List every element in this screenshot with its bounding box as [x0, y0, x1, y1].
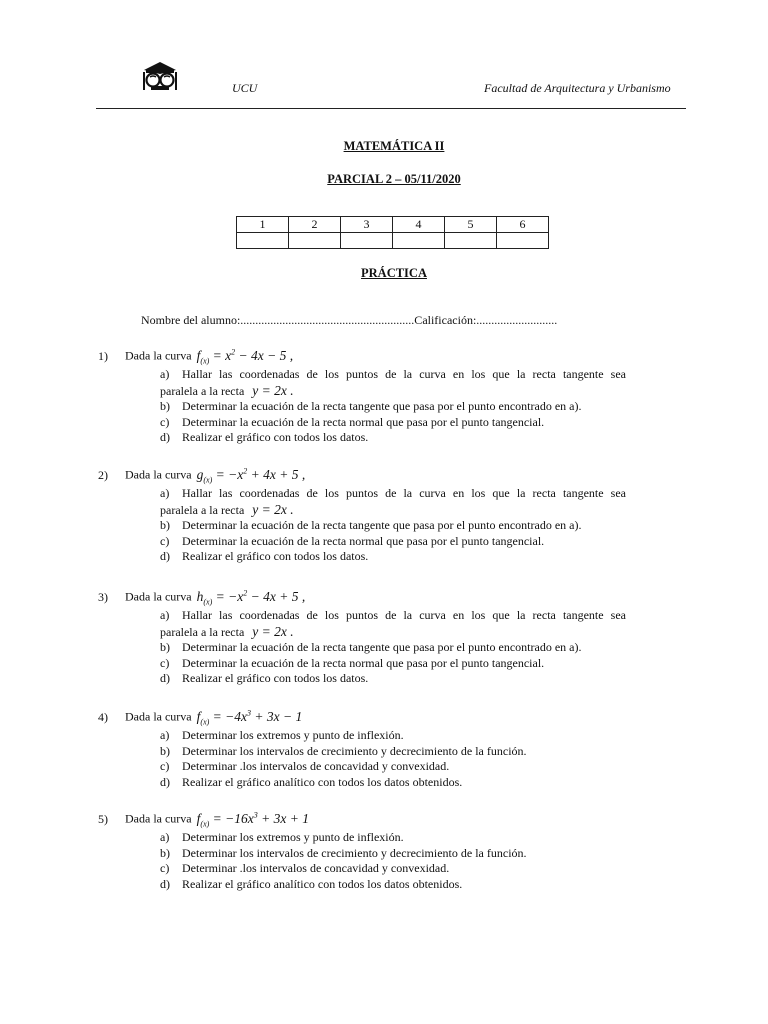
list-item	[160, 861, 626, 877]
item-text: Determinar .los intervalos de concavidad y convexidad.	[182, 759, 450, 773]
item-continuation	[160, 624, 626, 641]
function-name: f	[196, 810, 201, 826]
item-continuation-text: paralela a la recta	[160, 502, 245, 517]
item-label: c)	[160, 759, 170, 773]
function-subscript: (x)	[200, 356, 210, 366]
function-expression	[196, 588, 306, 607]
item-label: d)	[160, 876, 170, 891]
question-intro: Dada la curva	[125, 348, 192, 363]
function-exponent: 3	[247, 708, 252, 717]
item-label: a)	[160, 608, 170, 622]
list-item	[160, 671, 626, 687]
function-name: f	[196, 347, 201, 363]
function-name: h	[196, 588, 204, 604]
item-label: c)	[160, 655, 170, 670]
list-item	[160, 430, 626, 446]
question-1	[98, 347, 293, 365]
course-title: MATEMÁTICA II	[343, 139, 445, 153]
function-subscript: (x)	[200, 717, 210, 727]
function-expression	[196, 347, 294, 366]
header-faculty: Facultad de Arquitectura y Urbanismo	[484, 81, 671, 95]
grade-header-cell: 1	[237, 217, 289, 233]
list-item	[160, 759, 626, 775]
grade-value-cell	[445, 233, 497, 249]
grade-value-cell	[237, 233, 289, 249]
question-items	[160, 486, 626, 565]
function-expression	[196, 810, 309, 829]
item-text: Determinar la ecuación de la recta tangente que pasa por el punto encontrado en a).	[182, 399, 582, 413]
exam-subtitle: PARCIAL 2 – 05/11/2020	[327, 172, 461, 186]
function-rhs: = −16x	[209, 810, 254, 826]
function-expression	[196, 466, 306, 485]
item-text: Hallar las coordenadas de los puntos de la curva en los que la recta tangente sea	[182, 608, 626, 622]
function-subscript: (x)	[200, 819, 210, 829]
question-number: 1)	[98, 348, 108, 363]
line-expression: y = 2x .	[252, 623, 294, 639]
header-divider	[96, 108, 686, 109]
function-name: f	[196, 708, 201, 724]
item-label: a)	[160, 830, 170, 844]
grade-header-cell: 2	[289, 217, 341, 233]
question-items	[160, 608, 626, 687]
function-rhs-rest: − 4x − 5 ,	[235, 347, 294, 363]
question-items	[160, 728, 626, 790]
university-logo-icon	[140, 60, 180, 94]
item-text: Realizar el gráfico con todos los datos.	[182, 549, 369, 563]
question-intro: Dada la curva	[125, 467, 192, 482]
question-number: 3)	[98, 589, 108, 604]
function-expression	[196, 708, 303, 727]
item-label: d)	[160, 774, 170, 789]
line-expression: y = 2x .	[252, 382, 294, 398]
item-label: a)	[160, 367, 170, 381]
question-number: 4)	[98, 709, 108, 724]
item-continuation-text: paralela a la recta	[160, 383, 245, 398]
function-rhs-rest: + 3x + 1	[257, 810, 309, 826]
list-item	[160, 744, 626, 760]
item-label: c)	[160, 533, 170, 548]
item-text: Realizar el gráfico con todos los datos.	[182, 430, 369, 444]
item-text: Realizar el gráfico analítico con todos los datos obtenidos.	[182, 876, 463, 891]
function-subscript: (x)	[203, 597, 213, 607]
item-text: Determinar la ecuación de la recta normal que pasa por el punto tangencial.	[182, 533, 545, 548]
item-label: a)	[160, 728, 170, 742]
question-4	[98, 708, 302, 726]
question-5	[98, 810, 309, 828]
list-item	[160, 399, 626, 415]
function-exponent: 2	[243, 466, 248, 475]
item-text: Determinar los extremos y punto de inflexión.	[182, 830, 404, 844]
item-label: b)	[160, 640, 170, 654]
line-expression: y = 2x .	[252, 501, 294, 517]
list-item	[160, 518, 626, 534]
list-item	[160, 830, 626, 846]
function-name: g	[196, 466, 204, 482]
list-item	[160, 775, 626, 791]
item-label: a)	[160, 486, 170, 500]
question-number: 2)	[98, 467, 108, 482]
question-3	[98, 588, 305, 606]
question-intro: Dada la curva	[125, 589, 192, 604]
header-institution: UCU	[232, 81, 258, 95]
item-label: d)	[160, 671, 170, 685]
item-text: Hallar las coordenadas de los puntos de la curva en los que la recta tangente sea	[182, 486, 626, 500]
function-exponent: 2	[243, 588, 248, 597]
item-text: Determinar la ecuación de la recta normal que pasa por el punto tangencial.	[182, 414, 545, 429]
grade-value-cell	[497, 233, 549, 249]
item-text: Determinar .los intervalos de concavidad y convexidad.	[182, 861, 450, 875]
question-items	[160, 367, 626, 446]
grade-table-value-row	[237, 233, 549, 249]
grade-header-cell: 6	[497, 217, 549, 233]
item-label: c)	[160, 861, 170, 875]
grade-header-cell: 5	[445, 217, 497, 233]
item-label: d)	[160, 549, 170, 563]
item-text: Realizar el gráfico analítico con todos los datos obtenidos.	[182, 774, 463, 789]
item-label: b)	[160, 743, 170, 758]
grade-header-cell: 4	[393, 217, 445, 233]
function-rhs: = −4x	[209, 708, 248, 724]
question-intro: Dada la curva	[125, 811, 192, 826]
list-item	[160, 846, 626, 862]
item-label: c)	[160, 414, 170, 429]
grade-value-cell	[289, 233, 341, 249]
function-rhs-rest: − 4x + 5 ,	[247, 588, 306, 604]
list-item	[160, 608, 626, 624]
item-text: Realizar el gráfico con todos los datos.	[182, 671, 369, 685]
list-item	[160, 415, 626, 431]
grade-value-cell	[393, 233, 445, 249]
item-text: Determinar la ecuación de la recta tangente que pasa por el punto encontrado en a).	[182, 640, 582, 654]
item-label: b)	[160, 518, 170, 532]
question-items	[160, 830, 626, 892]
list-item	[160, 486, 626, 502]
item-text: Determinar los intervalos de crecimiento y decrecimiento de la función.	[182, 743, 527, 758]
function-subscript: (x)	[203, 475, 213, 485]
list-item	[160, 549, 626, 565]
item-label: d)	[160, 430, 170, 444]
grade-value-cell	[341, 233, 393, 249]
list-item	[160, 877, 626, 893]
item-continuation	[160, 502, 626, 519]
question-2	[98, 466, 305, 484]
item-continuation-text: paralela a la recta	[160, 624, 245, 639]
grade-table	[236, 216, 549, 249]
function-rhs-rest: + 3x − 1	[251, 708, 303, 724]
function-rhs: = −x	[212, 588, 244, 604]
item-text: Determinar la ecuación de la recta tangente que pasa por el punto encontrado en a).	[182, 518, 582, 532]
item-text: Hallar las coordenadas de los puntos de la curva en los que la recta tangente sea	[182, 367, 626, 381]
grade-header-cell: 3	[341, 217, 393, 233]
function-exponent: 3	[253, 810, 258, 819]
student-info-line: Nombre del alumno:..........................................................Calificación:...........................	[141, 313, 558, 327]
function-rhs: = −x	[212, 466, 244, 482]
list-item	[160, 728, 626, 744]
list-item	[160, 640, 626, 656]
function-exponent: 2	[231, 347, 236, 356]
list-item	[160, 656, 626, 672]
item-text: Determinar la ecuación de la recta normal que pasa por el punto tangencial.	[182, 655, 545, 670]
question-intro: Dada la curva	[125, 709, 192, 724]
list-item	[160, 534, 626, 550]
item-label: b)	[160, 399, 170, 413]
item-text: Determinar los extremos y punto de inflexión.	[182, 728, 404, 742]
item-continuation	[160, 383, 626, 400]
function-rhs-rest: + 4x + 5 ,	[247, 466, 306, 482]
list-item	[160, 367, 626, 383]
section-title: PRÁCTICA	[361, 266, 427, 280]
item-text: Determinar los intervalos de crecimiento y decrecimiento de la función.	[182, 845, 527, 860]
grade-table-header-row	[237, 217, 549, 233]
item-label: b)	[160, 845, 170, 860]
function-rhs: = x	[209, 347, 232, 363]
question-number: 5)	[98, 811, 108, 826]
